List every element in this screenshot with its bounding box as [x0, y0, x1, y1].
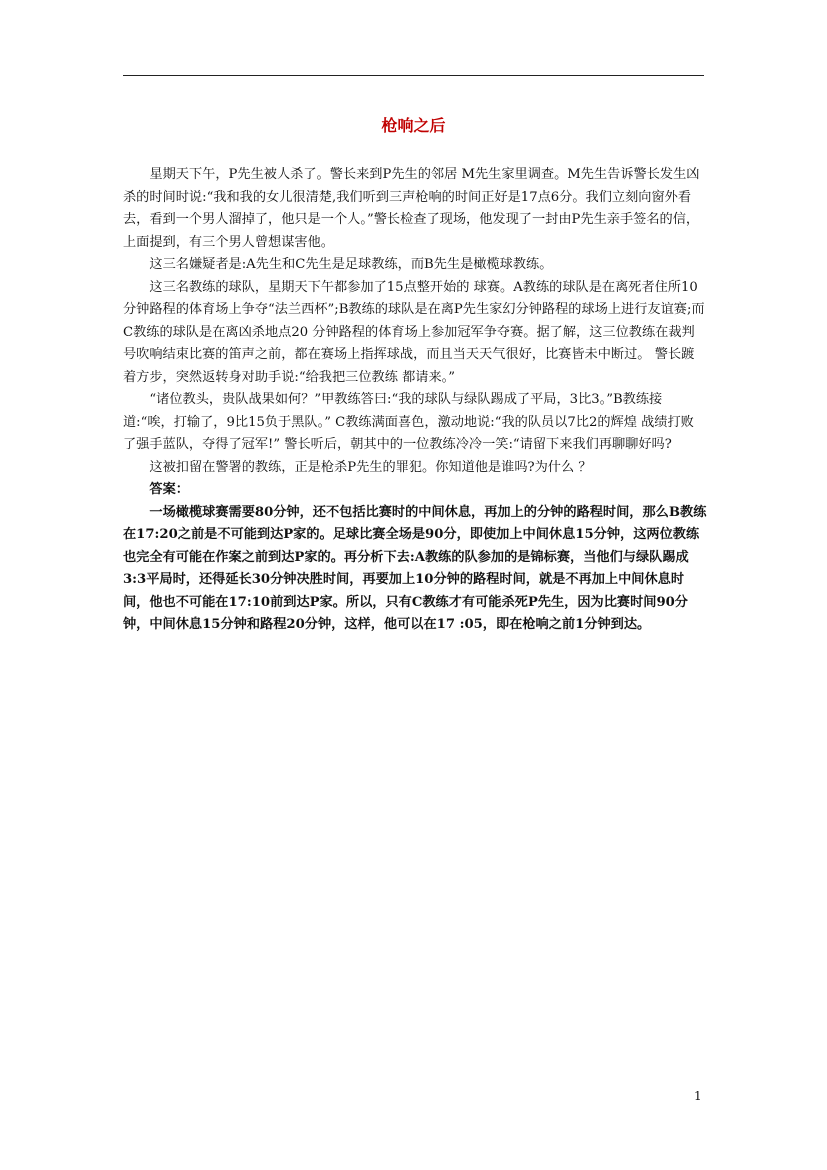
paragraph-matches: 这三名教练的球队，星期天下午都参加了15点整开始的 球赛。A教练的球队是在离死者住所10分钟路程的体育场上争夺“法兰西杯”;B教练的球队是在离P先生家幻分钟路程的球场上进行友谊赛;而C教练的球队是在离凶杀地点20 分钟路程的体育场上参加冠军争夺赛。据了解，这三位教练在裁判号吹响结束比赛的笛声之前，都在赛场上指挥球战，而且当天天气很好，比赛皆未中断过。 警长踱着方步，突然返转身对助手说:“给我把三位教练 都请来。”: [123, 279, 705, 385]
page-number: 1: [694, 1089, 702, 1103]
answer-text: 一场橄榄球赛需要80分钟，还不包括比赛时的中间休息，再加上的分钟的路程时间，那么B教练在17:20之前是不可能到达P家的。足球比赛全场是90分，即使加上中间休息15分钟，这两位教练也完全有可能在作案之前到达P家的。再分析下去:A教练的队参加的是锦标赛，当他们与绿队踢成3:3平局时，还得延长30分钟决胜时间，再要加上10分钟的路程时间，就是不再加上中间休息时间，他也不可能在17:10前到达P家。所以，只有C教练才有可能杀死P先生，因为比赛时间90分钟，中间休息15分钟和路程20分钟，这样，他可以在17 :05，即在枪响之前1分钟到达。: [123, 504, 707, 632]
paragraph-suspects: 这三名嫌疑者是:A先生和C先生是足球教练，而B先生是橄榄球教练。: [149, 257, 553, 272]
page-title: 枪响之后: [381, 116, 446, 135]
document-body: [123, 164, 707, 637]
answer-label: 答案：: [149, 482, 189, 497]
header-rule: [123, 75, 704, 76]
paragraph-question: 这被扣留在警署的教练，正是枪杀P先生的罪犯。你知道他是谁吗?为什么 ？: [149, 459, 592, 475]
paragraph-dialogue: “诸位教头，贵队战果如何？”甲教练答曰:“我的球队与绿队踢成了平局，3比3。”B教练接道:“唉，打输了，9比15负于黑队。” C教练满面喜色，激动地说:“我的队员以7比2的辉煌 战绩打败了强手蓝队，夺得了冠军!” 警长听后，朝其中的一位教练冷冷一笑:“请留下来我们再聊聊好吗?: [123, 392, 694, 452]
paragraph-intro: 星期天下午，P先生被人杀了。警长来到P先生的邻居 M先生家里调查。M先生告诉警长发生凶杀的时间时说:“我和我的女儿很清楚,我们听到三声枪响的时间正好是17点6分。我们立刻向窗外看去，看到一个男人溜掉了，他只是一个人。”警长检查了现场，他发现了一封由P先生亲手签名的信，上面提到，有三个男人曾想谋害他。: [123, 167, 700, 250]
